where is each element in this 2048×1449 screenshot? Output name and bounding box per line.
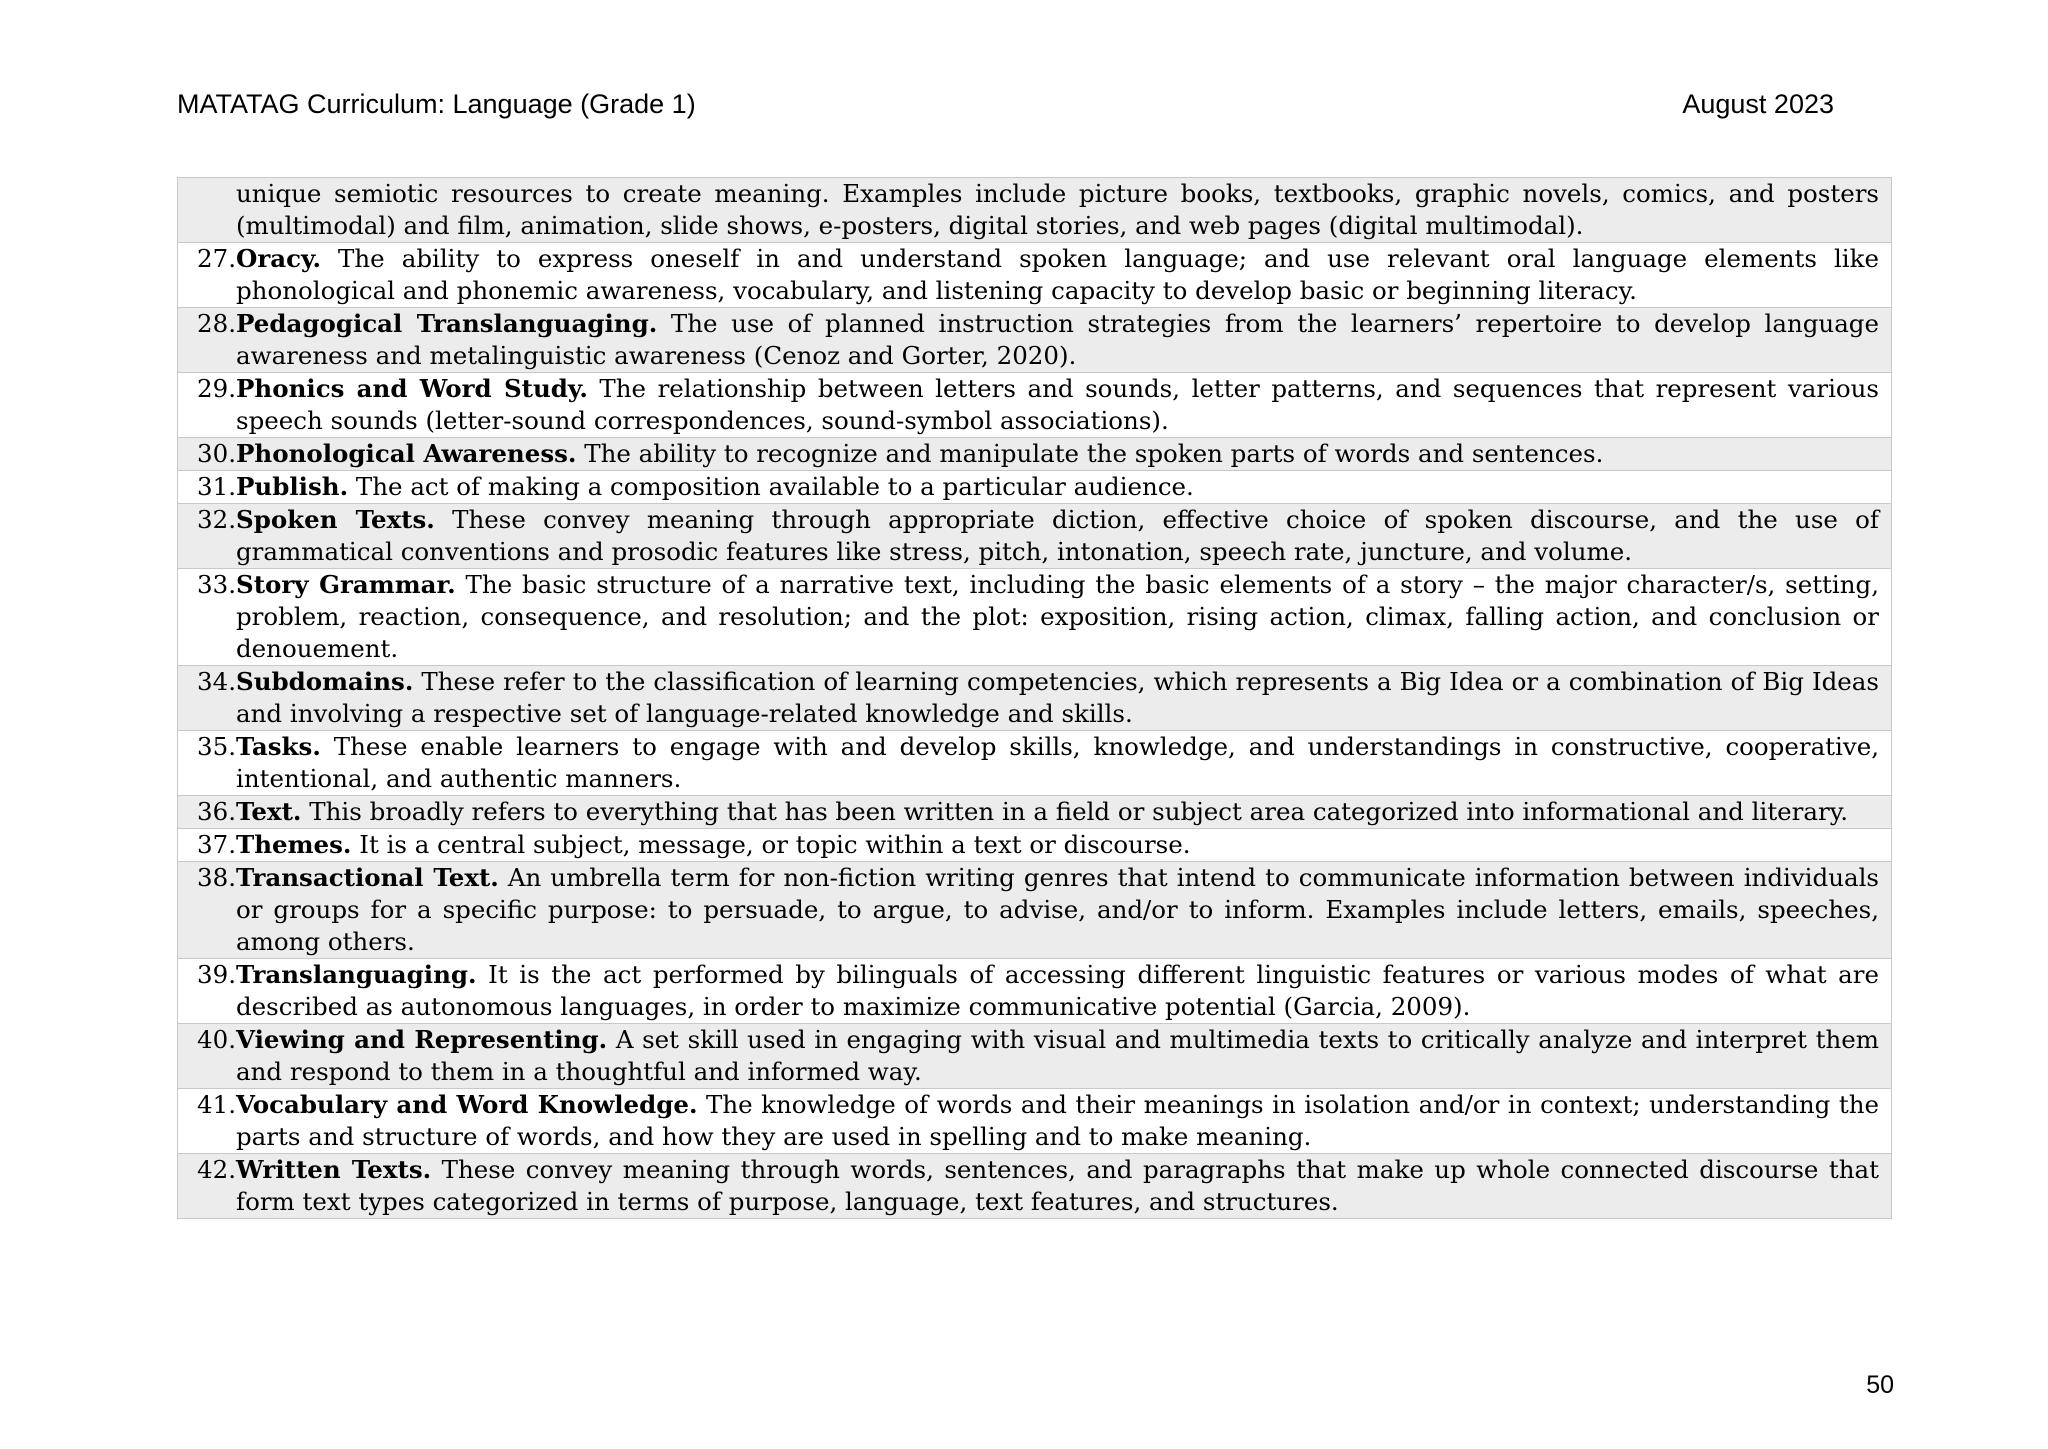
entry-text: [236, 959, 1879, 1023]
entry-term: Subdomains.: [236, 667, 414, 696]
entry-number: 35.: [197, 732, 236, 761]
glossary-row: [178, 958, 1891, 1023]
entry-definition: These enable learners to engage with and develop skills, knowledge, and understandings in constructive, cooperative, intentional, and authentic manners.: [236, 732, 1879, 793]
glossary-row: [178, 665, 1891, 730]
entry-number: 27.: [197, 244, 236, 273]
entry-text: unique semiotic resources to create meaning. Examples include picture books, textbooks, graphic novels, comics, and posters (multimodal) and film, animation, slide shows, e-posters, digital stories, and web pages (digital multimodal).: [236, 179, 1879, 240]
entry-text: [236, 438, 1879, 470]
entry-term: Viewing and Representing.: [236, 1025, 608, 1054]
glossary-row: [178, 437, 1891, 470]
entry-text: [236, 471, 1879, 503]
glossary-row: [178, 242, 1891, 307]
entry-term: Written Texts.: [236, 1155, 432, 1184]
document-date: August 2023: [1682, 89, 1834, 119]
entry-term: Phonics and Word Study.: [236, 374, 588, 403]
glossary-row: [178, 828, 1891, 861]
entry-definition: These refer to the classification of learning competencies, which represents a Big Idea or a combination of Big Ideas and involving a respective set of language-related knowledge and skills.: [236, 667, 1879, 728]
entry-number: [178, 178, 236, 242]
entry-definition: The relationship between letters and sounds, letter patterns, and sequences that represent various speech sounds (letter-sound correspondences, sound-symbol associations).: [236, 374, 1880, 435]
glossary-row: [178, 503, 1891, 568]
glossary-row: [178, 730, 1891, 795]
entry-term: Transactional Text.: [236, 863, 499, 892]
entry-number: 40.: [197, 1025, 236, 1054]
glossary-row: [178, 1023, 1891, 1088]
entry-term: Text.: [236, 797, 302, 826]
entry-definition: It is a central subject, message, or topic within a text or discourse.: [359, 830, 1191, 859]
entry-definition: This broadly refers to everything that has been written in a field or subject area categorized into informational and literary.: [309, 797, 1849, 826]
entry-number: 37.: [197, 830, 236, 859]
entry-text: [236, 862, 1879, 958]
entry-definition: The ability to recognize and manipulate the spoken parts of words and sentences.: [584, 439, 1604, 468]
entry-text: [236, 308, 1879, 372]
entry-term: Story Grammar.: [236, 570, 456, 599]
entry-text: [236, 373, 1879, 437]
entry-text: [236, 731, 1879, 795]
entry-text: [236, 1089, 1879, 1153]
entry-definition: It is the act performed by bilinguals of accessing different linguistic features or various modes of what are described as autonomous languages, in order to maximize communicative potential (Garcia, 2009).: [236, 960, 1879, 1021]
entry-term: Publish.: [236, 472, 349, 501]
entry-definition: An umbrella term for non-fiction writing genres that intend to communicate information between individuals or groups for a specific purpose: to persuade, to argue, to advise, and/or to inform. Examples include letters, emails, speeches, among others.: [236, 863, 1879, 956]
entry-number: 29.: [197, 374, 236, 403]
entry-definition: These convey meaning through words, sentences, and paragraphs that make up whole connected discourse that form text types categorized in terms of purpose, language, text features, and structures.: [236, 1155, 1879, 1216]
entry-text: [236, 504, 1879, 568]
entry-text: [236, 243, 1879, 307]
entry-definition: The ability to express oneself in and understand spoken language; and use relevant oral language elements like phonological and phonemic awareness, vocabulary, and listening capacity to develop basic or beginning literacy.: [236, 244, 1879, 305]
entry-term: Tasks.: [236, 732, 321, 761]
entry-term: Vocabulary and Word Knowledge.: [236, 1090, 698, 1119]
glossary-row: [178, 372, 1891, 437]
glossary-row: [178, 795, 1891, 828]
entry-text: [236, 1154, 1879, 1218]
entry-definition: The act of making a composition available to a particular audience.: [355, 472, 1194, 501]
entry-term: Oracy.: [236, 244, 321, 273]
entry-term: Pedagogical Translanguaging.: [236, 309, 658, 338]
glossary-row-continuation: [178, 178, 1891, 242]
entry-number: 39.: [197, 960, 236, 989]
entry-number: 42.: [197, 1155, 236, 1184]
entry-term: Phonological Awareness.: [236, 439, 577, 468]
entry-number: 38.: [197, 863, 236, 892]
glossary-row: [178, 1088, 1891, 1153]
page-number: 50: [1866, 1371, 1894, 1399]
entry-text: [236, 1024, 1879, 1088]
glossary-table: [177, 177, 1892, 1219]
document-title: MATATAG Curriculum: Language (Grade 1): [177, 89, 696, 119]
entry-number: 30.: [197, 439, 236, 468]
entry-term: Spoken Texts.: [236, 505, 435, 534]
entry-term: Translanguaging.: [236, 960, 477, 989]
entry-definition: The use of planned instruction strategies from the learners’ repertoire to develop language awareness and metalinguistic awareness (Cenoz and Gorter, 2020).: [236, 309, 1879, 370]
entry-definition: A set skill used in engaging with visual and multimedia texts to critically analyze and interpret them and respond to them in a thoughtful and informed way.: [236, 1025, 1879, 1086]
glossary-row: [178, 1153, 1891, 1218]
entry-number: 36.: [197, 797, 236, 826]
glossary-row: [178, 307, 1891, 372]
entry-text: [236, 796, 1879, 828]
entry-definition: The knowledge of words and their meanings in isolation and/or in context; understanding the parts and structure of words, and how they are used in spelling and to make meaning.: [236, 1090, 1879, 1151]
entry-number: 33.: [197, 570, 236, 599]
glossary-row: [178, 568, 1891, 665]
entry-text: [236, 829, 1879, 861]
entry-number: 41.: [197, 1090, 236, 1119]
entry-text: [236, 666, 1879, 730]
entry-text: [236, 569, 1879, 665]
glossary-row: [178, 861, 1891, 958]
entry-number: 28.: [197, 309, 236, 338]
entry-number: 32.: [197, 505, 236, 534]
entry-definition: The basic structure of a narrative text, including the basic elements of a story – the major character/s, setting, problem, reaction, consequence, and resolution; and the plot: exposition, rising action, climax, falling action, and conclusion or denouement.: [236, 570, 1879, 663]
entry-term: Themes.: [236, 830, 352, 859]
entry-number: 31.: [197, 472, 236, 501]
glossary-row: [178, 470, 1891, 503]
entry-number: 34.: [197, 667, 236, 696]
entry-definition: These convey meaning through appropriate diction, effective choice of spoken discourse, and the use of grammatical conventions and prosodic features like stress, pitch, intonation, speech rate, juncture, and volume.: [236, 505, 1880, 566]
